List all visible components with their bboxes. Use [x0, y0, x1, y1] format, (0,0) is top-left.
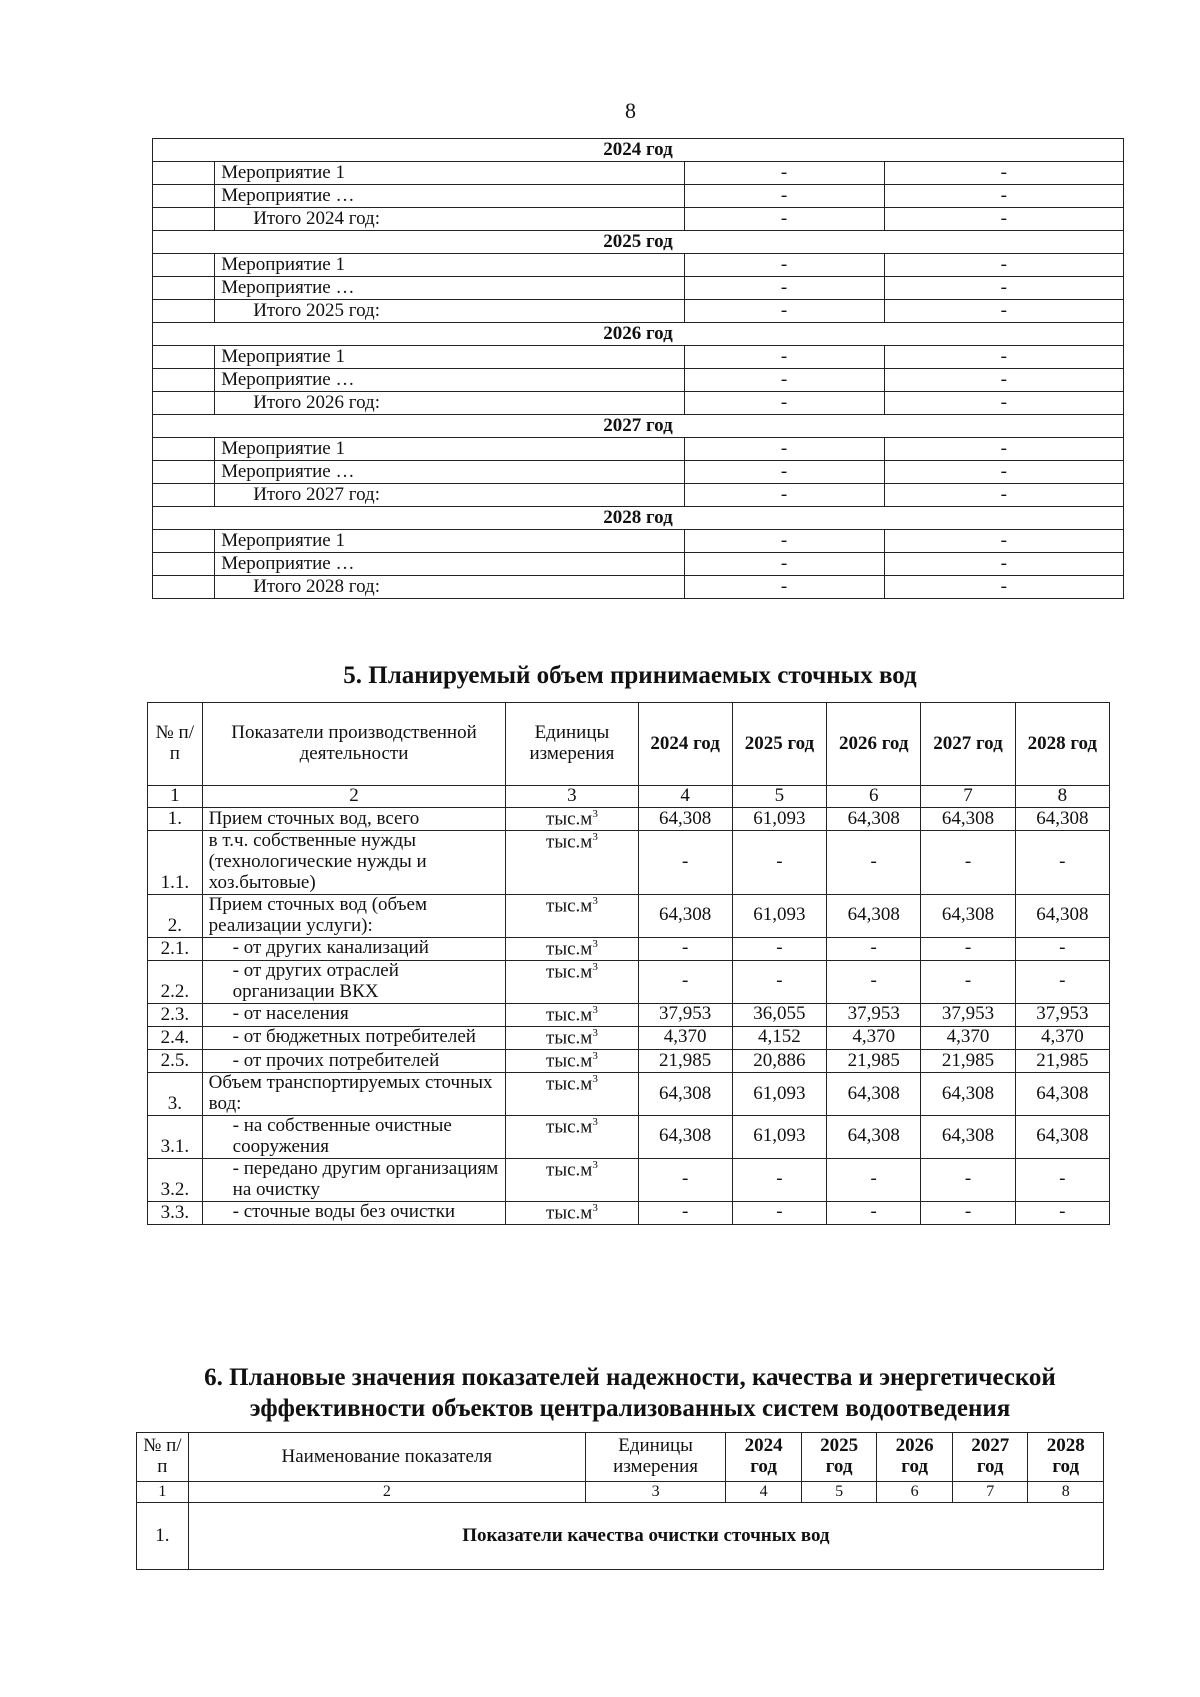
value-cell: -: [732, 1201, 826, 1224]
indicator-name: - сточные воды без очистки: [202, 1201, 506, 1224]
unit-superscript: 3: [592, 831, 598, 844]
section-6-title: 6. Плановые значения показателей надежности, качества и энергетической эффективности объектов централизованных систем водоотведения: [204, 1364, 1056, 1423]
dash-cell: -: [884, 530, 1123, 553]
unit-cell: [506, 960, 638, 1003]
unit-superscript: 3: [592, 807, 598, 820]
indicator-name: - от других канализаций: [202, 937, 506, 960]
table-row: [148, 1116, 1110, 1159]
column-index: 5: [732, 786, 826, 808]
dash-cell: -: [884, 576, 1123, 599]
empty-cell: [153, 300, 215, 323]
value-cell: 64,308: [1015, 1073, 1109, 1116]
value-cell: 37,953: [638, 1003, 732, 1026]
header-year-2024: 2024 год: [638, 703, 732, 786]
empty-cell: [153, 576, 215, 599]
column-index: 2: [188, 1482, 585, 1503]
unit-superscript: 3: [592, 937, 598, 950]
unit-cell: [506, 937, 638, 960]
year-label: 2024 год: [153, 139, 1124, 162]
value-cell: 4,370: [921, 1026, 1015, 1049]
measure-label: Мероприятие 1: [215, 346, 684, 369]
unit-superscript: 3: [592, 1003, 598, 1016]
empty-cell: [153, 484, 215, 507]
value-cell: 64,308: [638, 1116, 732, 1159]
year-header-row: [153, 415, 1124, 438]
measure-row: [153, 162, 1124, 185]
unit-cell: [506, 1026, 638, 1049]
table-row: [148, 1073, 1110, 1116]
indicator-name: - передано другим организациям на очистку: [202, 1158, 506, 1201]
column-index: 8: [1015, 786, 1109, 808]
dash-cell: -: [884, 369, 1123, 392]
unit-text: тыс.м: [546, 1159, 593, 1181]
value-cell: 64,308: [1015, 807, 1109, 830]
column-index: 2: [202, 786, 506, 808]
year-label: 2028 год: [153, 507, 1124, 530]
empty-cell: [153, 254, 215, 277]
measure-label: Мероприятие 1: [215, 530, 684, 553]
empty-cell: [153, 185, 215, 208]
empty-cell: [153, 438, 215, 461]
header-year-2025: 2025 год: [801, 1433, 877, 1482]
row-number: 2.: [148, 894, 203, 937]
year-label: 2026 год: [153, 323, 1124, 346]
indicator-name: - от населения: [202, 1003, 506, 1026]
measure-row: [153, 185, 1124, 208]
unit-text: тыс.м: [546, 1116, 593, 1138]
column-index: 3: [585, 1482, 725, 1503]
indicator-name: Прием сточных вод, всего: [202, 807, 506, 830]
empty-cell: [153, 346, 215, 369]
group-title: Показатели качества очистки сточных вод: [188, 1503, 1103, 1570]
value-cell: -: [921, 937, 1015, 960]
column-index: 6: [877, 1482, 953, 1503]
group-row: [137, 1503, 1104, 1570]
value-cell: -: [921, 831, 1015, 895]
value-cell: -: [827, 831, 921, 895]
dash-cell: -: [884, 461, 1123, 484]
column-index: 7: [921, 786, 1015, 808]
column-index: 1: [137, 1482, 189, 1503]
value-cell: -: [638, 1201, 732, 1224]
dash-cell: -: [884, 208, 1123, 231]
measure-label: Мероприятие …: [215, 277, 684, 300]
dash-cell: -: [684, 369, 884, 392]
indicator-name: в т.ч. собственные нужды (технологические нужды и хоз.бытовые): [202, 831, 506, 895]
value-cell: 64,308: [1015, 1116, 1109, 1159]
total-label: Итого 2025 год:: [215, 300, 684, 323]
value-cell: 37,953: [1015, 1003, 1109, 1026]
unit-text: тыс.м: [546, 1050, 593, 1072]
reliability-indicators-table: [136, 1432, 1104, 1570]
measures-table: [152, 138, 1124, 599]
value-cell: -: [827, 960, 921, 1003]
header-year-2028: 2028 год: [1015, 703, 1109, 786]
dash-cell: -: [884, 185, 1123, 208]
row-number: 1.1.: [148, 831, 203, 895]
year-label: 2027 год: [153, 415, 1124, 438]
group-number: 1.: [137, 1503, 189, 1570]
column-index: 7: [952, 1482, 1028, 1503]
empty-cell: [153, 162, 215, 185]
total-label: Итого 2027 год:: [215, 484, 684, 507]
header-year-2025: 2025 год: [732, 703, 826, 786]
value-cell: -: [1015, 1158, 1109, 1201]
year-header-row: [153, 507, 1124, 530]
column-index: 1: [148, 786, 203, 808]
value-cell: -: [732, 831, 826, 895]
dash-cell: -: [884, 438, 1123, 461]
value-cell: 4,370: [638, 1026, 732, 1049]
dash-cell: -: [684, 277, 884, 300]
total-row: [153, 576, 1124, 599]
page-number: 8: [625, 98, 636, 123]
header-indicator: Показатели производственной деятельности: [202, 703, 506, 786]
dash-cell: -: [684, 392, 884, 415]
value-cell: -: [921, 1201, 1015, 1224]
table-row: [148, 1158, 1110, 1201]
total-row: [153, 484, 1124, 507]
year-header-row: [153, 323, 1124, 346]
value-cell: 20,886: [732, 1050, 826, 1073]
unit-text: тыс.м: [546, 895, 593, 917]
value-cell: 4,152: [732, 1026, 826, 1049]
unit-superscript: 3: [592, 960, 598, 973]
header-year-2027: 2027 год: [921, 703, 1015, 786]
table-row: [148, 1201, 1110, 1224]
measure-row: [153, 277, 1124, 300]
header-unit: Единицы измерения: [585, 1433, 725, 1482]
dash-cell: -: [684, 530, 884, 553]
value-cell: 64,308: [827, 807, 921, 830]
empty-cell: [153, 553, 215, 576]
year-label: 2025 год: [153, 231, 1124, 254]
unit-text: тыс.м: [546, 1003, 593, 1025]
value-cell: 64,308: [638, 894, 732, 937]
dash-cell: -: [884, 484, 1123, 507]
value-cell: 61,093: [732, 894, 826, 937]
value-cell: 61,093: [732, 1073, 826, 1116]
value-cell: -: [1015, 960, 1109, 1003]
unit-superscript: 3: [592, 1050, 598, 1062]
value-cell: 64,308: [921, 1116, 1015, 1159]
indicator-name: - от прочих потребителей: [202, 1050, 506, 1073]
total-row: [153, 392, 1124, 415]
unit-superscript: 3: [592, 1201, 598, 1214]
measure-row: [153, 346, 1124, 369]
value-cell: -: [1015, 1201, 1109, 1224]
row-number: 2.3.: [148, 1003, 203, 1026]
dash-cell: -: [884, 277, 1123, 300]
indicator-name: - на собственные очистные сооружения: [202, 1116, 506, 1159]
value-cell: -: [638, 937, 732, 960]
value-cell: 37,953: [921, 1003, 1015, 1026]
header-num: № п/п: [137, 1433, 189, 1482]
dash-cell: -: [684, 300, 884, 323]
value-cell: 64,308: [921, 1073, 1015, 1116]
unit-text: тыс.м: [546, 1027, 593, 1049]
indicator-name: - от других отраслей организации ВКХ: [202, 960, 506, 1003]
unit-cell: [506, 807, 638, 830]
row-number: 1.: [148, 807, 203, 830]
measure-label: Мероприятие 1: [215, 254, 684, 277]
table-row: [148, 1003, 1110, 1026]
header-unit: Единицы измерения: [506, 703, 638, 786]
value-cell: 37,953: [827, 1003, 921, 1026]
dash-cell: -: [884, 553, 1123, 576]
value-cell: 64,308: [827, 894, 921, 937]
dash-cell: -: [684, 553, 884, 576]
value-cell: 64,308: [921, 894, 1015, 937]
measure-row: [153, 461, 1124, 484]
total-label: Итого 2024 год:: [215, 208, 684, 231]
row-number: 2.2.: [148, 960, 203, 1003]
indicator-name: Объем транспортируемых сточных вод:: [202, 1073, 506, 1116]
year-header-row: [153, 231, 1124, 254]
wastewater-volume-table: [147, 702, 1110, 1225]
table-row: [148, 807, 1110, 830]
value-cell: -: [921, 1158, 1015, 1201]
measure-row: [153, 369, 1124, 392]
value-cell: -: [638, 1158, 732, 1201]
empty-cell: [153, 369, 215, 392]
column-index: 4: [638, 786, 732, 808]
table-row: [148, 1026, 1110, 1049]
unit-text: тыс.м: [546, 961, 593, 983]
value-cell: 21,985: [921, 1050, 1015, 1073]
unit-cell: [506, 1050, 638, 1073]
empty-cell: [153, 530, 215, 553]
measure-label: Мероприятие …: [215, 185, 684, 208]
dash-cell: -: [884, 300, 1123, 323]
unit-superscript: 3: [592, 1116, 598, 1128]
header-year-2027: 2027 год: [952, 1433, 1028, 1482]
total-row: [153, 300, 1124, 323]
value-cell: 64,308: [638, 1073, 732, 1116]
total-label: Итого 2026 год:: [215, 392, 684, 415]
measure-row: [153, 438, 1124, 461]
value-cell: 61,093: [732, 1116, 826, 1159]
unit-cell: [506, 894, 638, 937]
value-cell: 36,055: [732, 1003, 826, 1026]
dash-cell: -: [884, 392, 1123, 415]
unit-text: тыс.м: [546, 1073, 593, 1095]
year-header-row: [153, 139, 1124, 162]
row-number: 3.1.: [148, 1116, 203, 1159]
unit-text: тыс.м: [546, 1201, 593, 1223]
measure-row: [153, 553, 1124, 576]
unit-text: тыс.м: [546, 937, 593, 959]
value-cell: 4,370: [1015, 1026, 1109, 1049]
row-number: 2.4.: [148, 1026, 203, 1049]
header-year-2026: 2026 год: [827, 703, 921, 786]
dash-cell: -: [684, 484, 884, 507]
table-row: [148, 960, 1110, 1003]
dash-cell: -: [684, 254, 884, 277]
unit-cell: [506, 1116, 638, 1159]
column-index: 6: [827, 786, 921, 808]
row-number: 2.5.: [148, 1050, 203, 1073]
value-cell: 64,308: [921, 807, 1015, 830]
header-year-2024: 2024 год: [726, 1433, 802, 1482]
header-num: № п/п: [148, 703, 203, 786]
unit-superscript: 3: [592, 1158, 598, 1171]
value-cell: 64,308: [827, 1116, 921, 1159]
unit-text: тыс.м: [546, 808, 593, 830]
measure-label: Мероприятие …: [215, 461, 684, 484]
table-row: [148, 831, 1110, 895]
column-index: 4: [726, 1482, 802, 1503]
unit-cell: [506, 1003, 638, 1026]
dash-cell: -: [684, 461, 884, 484]
dash-cell: -: [684, 162, 884, 185]
measure-row: [153, 530, 1124, 553]
value-cell: 64,308: [638, 807, 732, 830]
value-cell: -: [827, 1158, 921, 1201]
column-index: 3: [506, 786, 638, 808]
column-index: 5: [801, 1482, 877, 1503]
dash-cell: -: [884, 254, 1123, 277]
column-index: 8: [1028, 1482, 1104, 1503]
unit-cell: [506, 1158, 638, 1201]
total-row: [153, 208, 1124, 231]
value-cell: 21,985: [638, 1050, 732, 1073]
dash-cell: -: [684, 346, 884, 369]
measure-row: [153, 254, 1124, 277]
measure-label: Мероприятие …: [215, 553, 684, 576]
row-number: 3.: [148, 1073, 203, 1116]
unit-cell: [506, 831, 638, 895]
value-cell: 64,308: [1015, 894, 1109, 937]
value-cell: -: [827, 937, 921, 960]
value-cell: 21,985: [1015, 1050, 1109, 1073]
measure-label: Мероприятие 1: [215, 438, 684, 461]
unit-cell: [506, 1073, 638, 1116]
dash-cell: -: [684, 208, 884, 231]
table-row: [148, 937, 1110, 960]
section-5-title: 5. Планируемый объем принимаемых сточных вод: [343, 662, 917, 689]
row-number: 2.1.: [148, 937, 203, 960]
header-year-2028: 2028 год: [1028, 1433, 1104, 1482]
value-cell: -: [1015, 831, 1109, 895]
table-row: [148, 1050, 1110, 1073]
value-cell: 4,370: [827, 1026, 921, 1049]
empty-cell: [153, 208, 215, 231]
indicator-name: Прием сточных вод (объем реализации услуги):: [202, 894, 506, 937]
dash-cell: -: [684, 438, 884, 461]
dash-cell: -: [884, 162, 1123, 185]
unit-superscript: 3: [592, 1073, 598, 1086]
dash-cell: -: [884, 346, 1123, 369]
empty-cell: [153, 277, 215, 300]
row-number: 3.3.: [148, 1201, 203, 1224]
dash-cell: -: [684, 185, 884, 208]
value-cell: -: [732, 937, 826, 960]
indicator-name: - от бюджетных потребителей: [202, 1026, 506, 1049]
value-cell: 64,308: [827, 1073, 921, 1116]
measure-label: Мероприятие …: [215, 369, 684, 392]
value-cell: 21,985: [827, 1050, 921, 1073]
row-number: 3.2.: [148, 1158, 203, 1201]
total-label: Итого 2028 год:: [215, 576, 684, 599]
value-cell: -: [732, 960, 826, 1003]
value-cell: -: [1015, 937, 1109, 960]
measure-label: Мероприятие 1: [215, 162, 684, 185]
dash-cell: -: [684, 576, 884, 599]
header-indicator-name: Наименование показателя: [188, 1433, 585, 1482]
unit-superscript: 3: [592, 894, 598, 907]
value-cell: -: [827, 1201, 921, 1224]
value-cell: -: [921, 960, 1015, 1003]
unit-cell: [506, 1201, 638, 1224]
value-cell: 61,093: [732, 807, 826, 830]
empty-cell: [153, 461, 215, 484]
empty-cell: [153, 392, 215, 415]
value-cell: -: [638, 960, 732, 1003]
header-year-2026: 2026 год: [877, 1433, 953, 1482]
value-cell: -: [732, 1158, 826, 1201]
unit-superscript: 3: [592, 1026, 598, 1039]
unit-text: тыс.м: [546, 831, 593, 853]
value-cell: -: [638, 831, 732, 895]
table-row: [148, 894, 1110, 937]
